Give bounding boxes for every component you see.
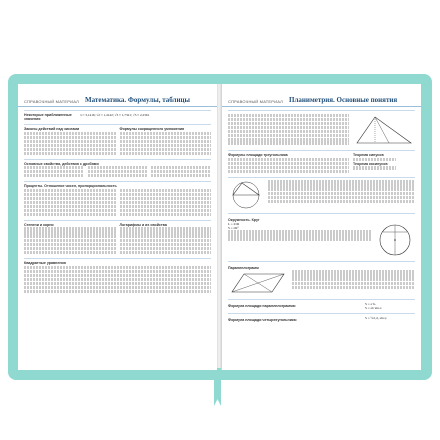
parallelogram-figure [228,270,288,296]
quad-area-formula: S = ½d₁d₂ sin φ [365,315,387,320]
short-mult-title: Формулы сокращенного умножения [119,127,185,131]
para-area-block [228,299,415,310]
powers-logs-block [24,220,211,255]
laws-title: Законы действий над числами [24,127,80,131]
left-page-title: Математика. Формулы, таблицы [85,96,191,104]
right-page-header [222,84,421,107]
left-page [18,84,217,370]
circle-block [228,213,415,258]
circle-length: L = 2πR [228,221,240,226]
circle-figure [375,222,415,258]
quad-area-title: Формула площади четырехугольника: [228,317,297,322]
fractions-block [24,159,211,179]
quad-area-block [228,313,415,322]
right-triangle-block [228,177,415,210]
laws-block [24,124,211,156]
right-header-small: СПРАВОЧНЫЙ МАТЕРИАЛ [228,99,283,104]
quadratic-title: Квадратные уравнения [24,261,66,266]
right-page [222,84,421,370]
cosine-theorem-title: Теорема косинусов [353,161,388,166]
para-area-formula-2: S = ab·sin α [365,305,382,310]
percent-title: Проценты. Отношение чисел, пропорциональность [24,184,117,189]
parallelogram-block [228,261,415,296]
circle-area: S = πR² [228,225,239,230]
fractions-title: Основные свойства, действия с дробями [24,161,99,166]
ribbon-bookmark [214,368,221,406]
approx-values: π ≈ 3,1416; √2 ≈ 1,4142; √3 ≈ 1,7321; √5 ≈ 2,2361 [80,113,150,117]
left-page-header [18,84,217,107]
sine-theorem-title: Теорема синусов [353,153,384,157]
quadratic-block [24,258,211,293]
triangle-area-block [228,150,415,174]
powers-title: Степени и корни [24,222,54,227]
triangle-intro-block [228,110,415,147]
right-triangle-figure [228,180,264,210]
logs-title: Логарифмы и их свойства [119,222,167,227]
parallelogram-title: Параллелограмм [228,265,259,270]
right-page-title: Планиметрия. Основные понятия [289,96,398,104]
triangle-figure [353,113,415,147]
triangle-area-title: Формулы площади треугольника [228,153,288,157]
para-area-title: Формула площади параллелограмма: [228,303,296,308]
percent-block [24,181,211,216]
approx-label: Некоторые приближенные значения [24,113,72,121]
circle-title: Окружность. Круг [228,217,260,222]
left-header-small: СПРАВОЧНЫЙ МАТЕРИАЛ [24,99,79,104]
approx-values-block [24,110,211,121]
para-area-formula-1: S = a·hₐ [365,301,376,306]
